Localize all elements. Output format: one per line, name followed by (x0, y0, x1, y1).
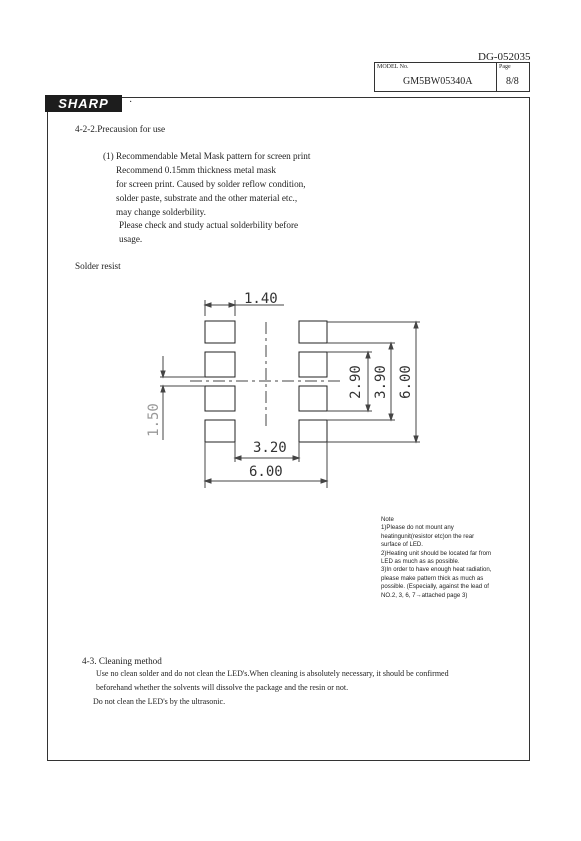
model-number-label: MODEL No. (377, 64, 409, 70)
section-heading: 4-2-2.Precausion for use (75, 124, 166, 134)
note-line: 2)Heating unit should be located far from (381, 549, 492, 557)
left-pad-3 (205, 386, 235, 411)
item1-line5: may change solderbility. (116, 207, 206, 217)
dim-6-00-right: 6.00 (398, 365, 414, 399)
dim-1-50: 1.50 (146, 403, 162, 437)
right-pad-4 (299, 420, 327, 442)
item1-line2: Recommend 0.15mm thickness metal mask (116, 165, 276, 175)
dim-6-00-bottom: 6.00 (249, 464, 283, 480)
cleaning-line1: Use no clean solder and do not clean the LED's.When cleaning is absolutely necessary, it should be confirmed (96, 669, 449, 678)
note-line: NO.2, 3, 6, 7→attached page 3) (381, 591, 468, 599)
document-number: DG-052035 (478, 51, 531, 63)
note-line: possible. (Especially, against the lead of (381, 583, 489, 591)
cleaning-line3: Do not clean the LED's by the ultrasonic. (93, 697, 226, 706)
dim-2-90: 2.90 (348, 365, 364, 399)
right-pad-2 (299, 352, 327, 377)
left-pad-2 (205, 352, 235, 377)
note-line: surface of LED. (381, 541, 423, 549)
solder-resist-label: Solder resist (75, 261, 121, 271)
note-title: Note (381, 516, 394, 523)
dim-1-40: 1.40 (244, 291, 278, 307)
right-pad-3 (299, 386, 327, 411)
note-line: 1)Please do not mount any (381, 524, 454, 532)
left-pad-4 (205, 420, 235, 442)
page-number: 8/8 (506, 76, 519, 87)
page-label: Page (499, 64, 511, 70)
model-number-value: GM5BW05340A (403, 76, 473, 87)
note-line: LED as much as as possible. (381, 558, 460, 566)
note-block (381, 516, 491, 600)
dim-3-20: 3.20 (253, 440, 287, 456)
cleaning-heading: 4-3. Cleaning method (82, 656, 162, 666)
item1-line6: Please check and study actual solderbility before (119, 220, 299, 230)
note-line: 3)In order to have enough heat radiation, (381, 566, 492, 574)
item1-line4: solder paste, substrate and the other material etc., (116, 193, 298, 203)
item1-line7: usage. (119, 234, 143, 244)
logo-dot: · (129, 97, 133, 108)
sharp-logo: SHARP (45, 95, 122, 112)
item1-line1: (1) Recommendable Metal Mask pattern for screen print (103, 151, 311, 161)
note-line: heatingunit(resistor etc)on the rear (381, 532, 475, 540)
note-line: please make pattern thick as much as (381, 574, 484, 582)
left-pad-1 (205, 321, 235, 343)
dim-3-90: 3.90 (373, 365, 389, 399)
item1-line3: for screen print. Caused by solder reflow condition, (116, 179, 306, 189)
right-pad-1 (299, 321, 327, 343)
cleaning-line2: beforehand whether the solvents will dissolve the package and the resin or not. (96, 683, 349, 692)
